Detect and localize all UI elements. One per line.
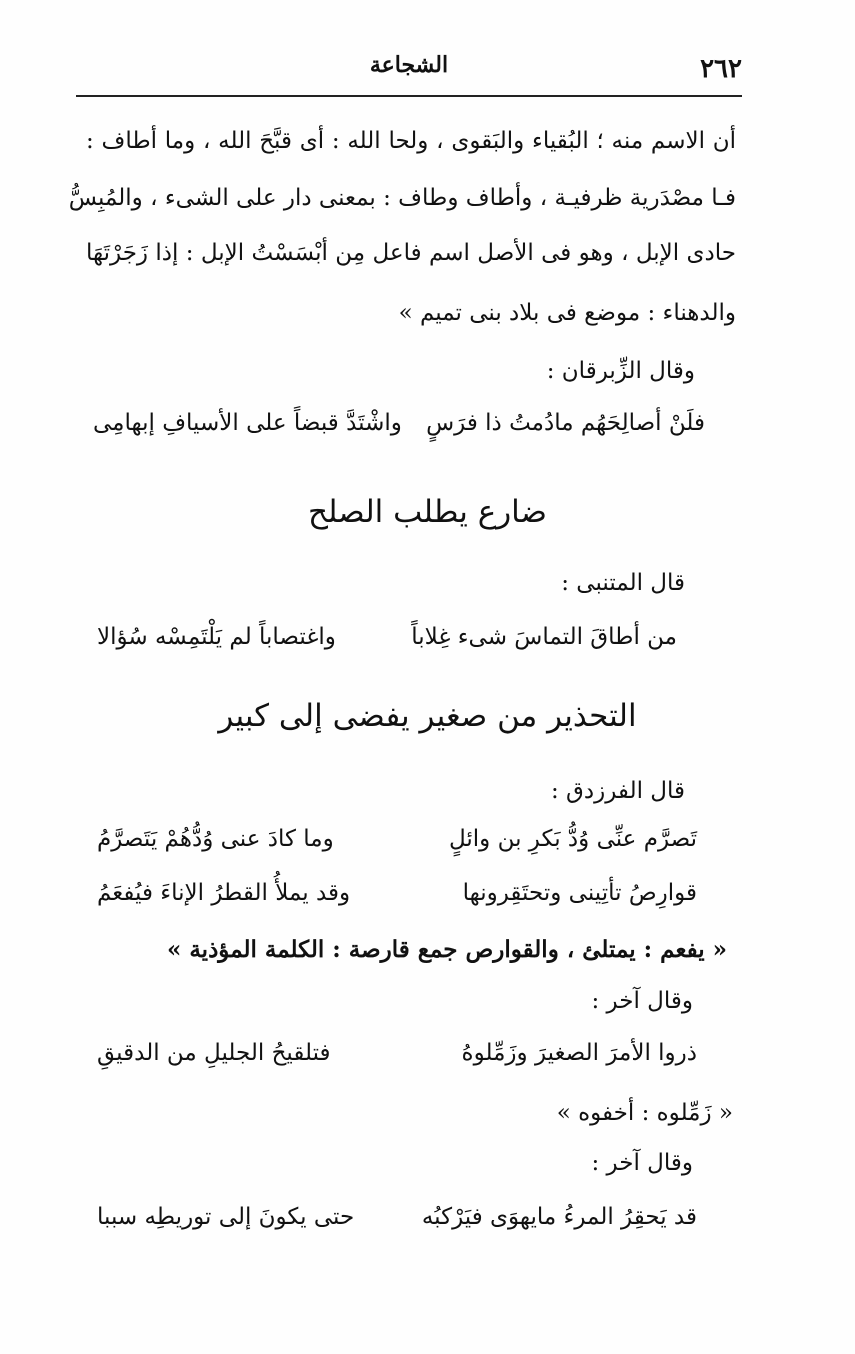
verse-couplet — [97, 624, 677, 664]
page-number: ٢٦٢ — [700, 54, 742, 84]
verse-second-hemistich: فتلقيحُ الجليلِ من الدقيقِ — [97, 1040, 331, 1066]
verse-second-hemistich: وما كادَ عنى وُدُّهُمْ يَتَصرَّمُ — [97, 826, 334, 852]
verse-first-hemistich: تَصرَّم عنِّى وُدُّ بَكرِ بن وائلٍ — [448, 826, 697, 852]
verse-intro: قال المتنبى : — [561, 570, 685, 596]
verse-first-hemistich: فلَنْ أصالِحَهُم مادُمتُ ذا فرَسٍ — [426, 410, 705, 436]
verse-second-hemistich: حتى يكونَ إلى توريطِه سببا — [97, 1204, 355, 1230]
verse-couplet — [97, 826, 697, 866]
section-heading: التحذير من صغير يفضى إلى كبير — [218, 698, 637, 734]
verse-intro: وقال الزِّبرقان : — [546, 358, 695, 384]
section-heading: ضارع يطلب الصلح — [308, 494, 547, 530]
verse-couplet — [97, 1040, 697, 1080]
verse-couplet — [93, 410, 705, 450]
gloss-note: « زَمِّلوه : أخفوه » — [556, 1100, 733, 1126]
verse-first-hemistich: من أطاقَ التماسَ شىء غِلاباً — [411, 624, 677, 650]
verse-second-hemistich: واشْتَدَّ قبضاً على الأسيافِ إبهامِى — [93, 410, 402, 436]
verse-first-hemistich: قوارِصُ تأتِينى وتحتَقِرونها — [462, 880, 697, 906]
header-rule — [76, 95, 742, 97]
page-header — [76, 44, 742, 96]
verse-first-hemistich: ذروا الأمرَ الصغيرَ وزَمِّلوهُ — [461, 1040, 697, 1066]
prose-line: أن الاسم منه ؛ البُقياء والبَقوى ، ولحا الله : أى قبَّحَ الله ، وما أطاف : — [86, 128, 736, 154]
prose-line: فـا مصْدَرية ظرفيـة ، وأطاف وطاف : بمعنى دار على الشىء ، والمُبِسُّ — [68, 185, 736, 211]
gloss-note: « يفعم : يمتلئ ، والقوارص جمع قارصة : الكلمة المؤذية » — [166, 936, 727, 963]
verse-second-hemistich: واغتصاباً لم يَلْتَمِسْه سُؤالا — [97, 624, 336, 650]
verse-first-hemistich: قد يَحقِرُ المرءُ مايهوَى فيَرْكبُه — [421, 1204, 697, 1230]
verse-couplet — [97, 1204, 697, 1244]
prose-line: حادى الإبل ، وهو فى الأصل اسم فاعل مِن أبْسَسْتُ الإبل : إذا زَجَرْتَهَا — [86, 240, 736, 266]
prose-line: والدهناء : موضع فى بلاد بنى تميم » — [398, 300, 736, 326]
verse-intro: قال الفرزدق : — [550, 778, 685, 804]
verse-second-hemistich: وقد يملأُ القطرُ الإناءَ فيُفعَمُ — [97, 880, 351, 906]
running-title: الشجاعة — [369, 52, 449, 78]
verse-intro: وقال آخر : — [591, 988, 693, 1014]
verse-couplet — [97, 880, 697, 920]
verse-intro: وقال آخر : — [591, 1150, 693, 1176]
